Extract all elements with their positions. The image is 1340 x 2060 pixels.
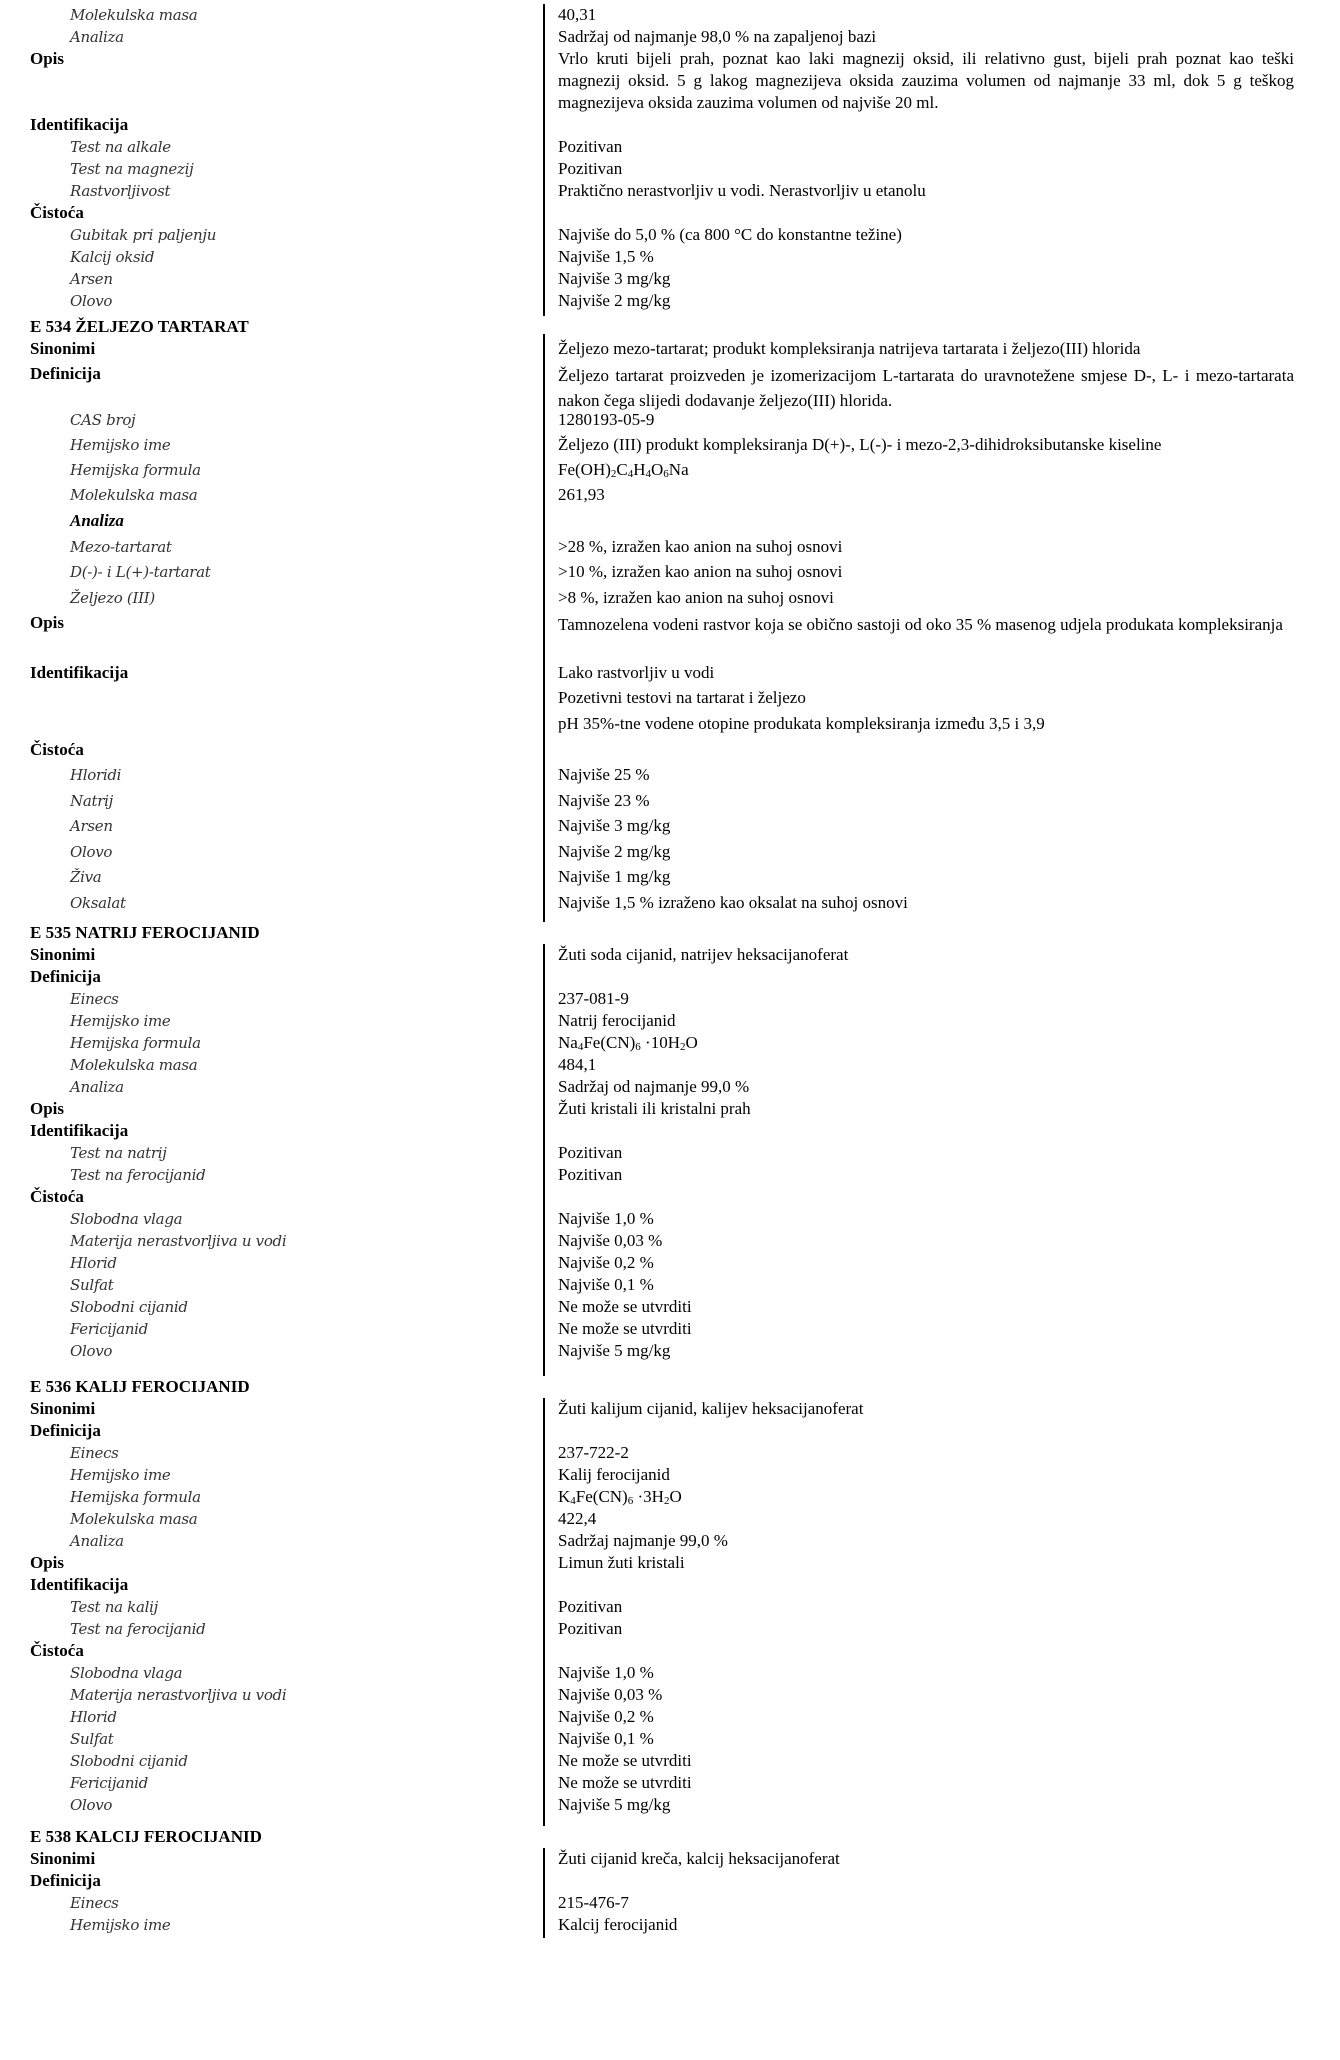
spec-value: Praktično nerastvorljiv u vodi. Nerastvorljiv u etanolu [558,181,926,200]
spec-value: Ne može se utvrditi [558,1773,692,1792]
spec-value: Najviše 0,03 % [558,1231,663,1250]
spec-row [0,1848,1340,1870]
spec-row [0,158,1340,180]
spec-value: Najviše 3 mg/kg [558,269,671,288]
section-title: E 536 KALIJ FEROCIJANID [30,1377,250,1396]
spec-label: Slobodna vlaga [70,1210,183,1228]
spec-value: Sadržaj od najmanje 98,0 % na zapaljenoj bazi [558,27,877,46]
spec-label: CAS broj [70,411,136,429]
spec-value: Najviše 0,1 % [558,1275,654,1294]
spec-value: Sadržaj najmanje 99,0 % [558,1531,728,1550]
spec-label: Fericijanid [70,1774,148,1792]
spec-label: Opis [30,49,65,68]
spec-row [0,1618,1340,1640]
spec-row [0,988,1340,1010]
spec-label: Slobodna vlaga [70,1664,183,1682]
spec-label: D(-)- i L(+)-tartarat [70,563,211,581]
spec-value: 1280193-05-9 [558,410,655,429]
spec-label: Test na alkale [70,138,171,156]
spec-row [0,1340,1340,1362]
spec-row [0,1464,1340,1486]
spec-value: 261,93 [558,485,605,504]
spec-value: Najviše 0,2 % [558,1253,654,1272]
spec-value: Najviše 23 % [558,791,650,810]
spec-label: Sinonimi [30,1849,96,1868]
spec-label: Hloridi [70,766,122,784]
spec-value: Sadržaj od najmanje 99,0 % [558,1077,750,1096]
spec-row [0,114,1340,136]
spec-row [0,1296,1340,1318]
spec-label: Materija nerastvorljiva u vodi [70,1232,287,1250]
spec-label: Hemijska formula [70,1034,201,1052]
spec-label: Arsen [70,817,113,835]
spec-label: Čistoća [30,1641,84,1660]
spec-label: Materija nerastvorljiva u vodi [70,1686,287,1704]
section-title: E 538 KALCIJ FEROCIJANID [30,1827,262,1846]
spec-row [0,739,1340,764]
spec-row [0,1552,1340,1574]
spec-row [0,1164,1340,1186]
spec-row [0,1662,1340,1684]
spec-label: Test na magnezij [70,160,194,178]
spec-row [0,246,1340,268]
spec-value: Najviše 3 mg/kg [558,816,671,835]
spec-value: Najviše 1 mg/kg [558,867,671,886]
spec-row [0,612,1340,662]
spec-row [0,1420,1340,1442]
spec-row [0,1010,1340,1032]
spec-value: Pozitivan [558,1143,623,1162]
spec-label: Olovo [70,1796,113,1814]
spec-value: Najviše 1,5 % [558,247,654,266]
spec-label: Definicija [30,1871,101,1890]
spec-value: $Fe(OH)_2C_4H_4O_6Na$ [558,460,689,480]
spec-value: $K_4Fe(CN)_6 \cdot 3H_2O$ [558,1487,682,1507]
spec-value: Pozitivan [558,1619,623,1638]
spec-row [0,1750,1340,1772]
spec-row [0,202,1340,224]
spec-row [0,587,1340,612]
spec-label: Identifikacija [30,1121,129,1140]
spec-value: Najviše 1,0 % [558,1209,654,1228]
spec-label: Oksalat [70,894,126,912]
spec-label: Opis [30,1099,65,1118]
spec-label: Sinonimi [30,945,96,964]
spec-row [0,764,1340,790]
spec-label: Gubitak pri paljenju [70,226,217,244]
spec-label: Slobodni cijanid [70,1298,188,1316]
spec-row [0,815,1340,841]
spec-label: Olovo [70,843,113,861]
spec-label: Analiza [70,1532,124,1550]
spec-label: Molekulska masa [70,1510,198,1528]
spec-value: Ne može se utvrditi [558,1751,692,1770]
spec-row [0,1508,1340,1530]
spec-value: Kalcij ferocijanid [558,1915,678,1934]
spec-label: Identifikacija [30,115,129,134]
spec-row [0,841,1340,866]
spec-row [0,1794,1340,1816]
spec-value: Najviše 0,2 % [558,1707,654,1726]
spec-value: Lako rastvorljiv u vodi [558,663,715,682]
spec-label: Hemijsko ime [70,1012,171,1030]
spec-label: Čistoća [30,203,84,222]
spec-row [0,1230,1340,1252]
spec-value: Limun žuti kristali [558,1553,685,1572]
spec-row [0,1684,1340,1706]
spec-label: Čistoća [30,1187,84,1206]
spec-label: Živa [70,868,102,886]
spec-label: Rastvorljivost [70,182,171,200]
spec-value: Ne može se utvrditi [558,1297,692,1316]
spec-value: 215-476-7 [558,1893,629,1912]
spec-label: Test na kalij [70,1598,158,1616]
spec-row [0,409,1340,434]
spec-row [0,1098,1340,1120]
spec-label: Hemijska formula [70,461,201,479]
spec-value: Žuti cijanid kreča, kalcij heksacijanoferat [558,1849,840,1868]
section-title: E 535 NATRIJ FEROCIJANID [30,923,260,942]
spec-row [0,4,1340,26]
spec-value: pH 35%-tne vodene otopine produkata kompleksiranja između 3,5 i 3,9 [558,714,1045,733]
spec-label: Fericijanid [70,1320,148,1338]
spec-row [0,1120,1340,1142]
spec-value: Pozitivan [558,1597,623,1616]
spec-row [0,1442,1340,1464]
spec-value: Najviše 2 mg/kg [558,291,671,310]
spec-row [0,713,1340,739]
spec-row [0,1208,1340,1230]
spec-label: Test na ferocijanid [70,1166,206,1184]
spec-value: Željezo tartarat proizveden je izomerizacijom L-tartarata do uravnotežene smjese D-, L- i mezo-tartarata nakon čega slijedi dodavanje željezo(III) hlorida. [558,366,1294,410]
spec-row [0,561,1340,587]
spec-row [0,1574,1340,1596]
spec-value: 484,1 [558,1055,597,1074]
spec-row [0,363,1340,409]
spec-label: Arsen [70,270,113,288]
spec-value: Željezo (III) produkt kompleksiranja D(+)-, L(-)- i mezo-2,3-dihidroksibutanske kiseline [558,435,1162,454]
spec-label: Hlorid [70,1708,117,1726]
spec-value: Žuti kristali ili kristalni prah [558,1099,751,1118]
spec-row [0,1318,1340,1340]
spec-row [0,662,1340,687]
spec-row [0,1640,1340,1662]
spec-label: Test na ferocijanid [70,1620,206,1638]
spec-row [0,136,1340,158]
spec-label: Einecs [70,1444,119,1462]
spec-label: Hlorid [70,1254,117,1272]
spec-label: Einecs [70,1894,119,1912]
spec-row [0,536,1340,561]
spec-row [0,687,1340,713]
spec-label: Einecs [70,990,119,1008]
spec-label: Hemijska formula [70,1488,201,1506]
spec-row [0,1870,1340,1892]
spec-row [0,26,1340,48]
spec-label: Molekulska masa [70,6,198,24]
spec-row [0,224,1340,246]
spec-row [0,180,1340,202]
spec-value: Najviše 0,03 % [558,1685,663,1704]
spec-label: Analiza [70,1078,124,1096]
spec-value: >10 %, izražen kao anion na suhoj osnovi [558,562,843,581]
spec-label: Opis [30,613,65,632]
spec-value: Željezo mezo-tartarat; produkt kompleksiranja natrijeva tartarata i željezo(III) hlorida [558,339,1141,358]
spec-label: Test na natrij [70,1144,167,1162]
spec-label: Definicija [30,967,101,986]
spec-row [0,1530,1340,1552]
section-title: E 534 ŽELJEZO TARTARAT [30,317,249,336]
spec-row [0,510,1340,536]
spec-value: Najviše 25 % [558,765,650,784]
spec-row [0,484,1340,510]
spec-row [0,1486,1340,1508]
spec-value: Ne može se utvrditi [558,1319,692,1338]
spec-row [0,1186,1340,1208]
spec-label: Olovo [70,292,113,310]
spec-label: Opis [30,1553,65,1572]
spec-row [0,1596,1340,1618]
spec-value: Najviše 5 mg/kg [558,1341,671,1360]
spec-row [0,1398,1340,1420]
spec-label: Hemijsko ime [70,1466,171,1484]
spec-row [0,1914,1340,1936]
spec-label: Kalcij oksid [70,248,155,266]
spec-row [0,434,1340,459]
spec-value: Tamnozelena vodeni rastvor koja se obično sastoji od oko 35 % masenog udjela produkata kompleksiranja [558,615,1283,634]
spec-label: Hemijsko ime [70,1916,171,1934]
spec-row [0,1772,1340,1794]
spec-label: Analiza [70,511,124,530]
spec-row [0,1728,1340,1750]
spec-label: Mezo-tartarat [70,538,172,556]
spec-row [0,1054,1340,1076]
spec-value: Vrlo kruti bijeli prah, poznat kao laki magnezij oksid, ili relativno gust, bijeli prah poznat kao teški magnezij oksid. 5 g lakog magnezijeva oksida zauzima volumen od najmanje 33 ml, dok 5 g teškog magnezijeva oksida zauzima volumen od najviše 20 ml. [558,49,1294,112]
spec-label: Sinonimi [30,339,96,358]
spec-value: Najviše 1,5 % izraženo kao oksalat na suhoj osnovi [558,893,908,912]
spec-row [0,1274,1340,1296]
spec-value: Pozitivan [558,137,623,156]
spec-label: Molekulska masa [70,1056,198,1074]
spec-value: Natrij ferocijanid [558,1011,676,1030]
spec-row [0,1032,1340,1054]
spec-label: Definicija [30,1421,101,1440]
spec-value: Kalij ferocijanid [558,1465,670,1484]
spec-label: Hemijsko ime [70,436,171,454]
spec-label: Sinonimi [30,1399,96,1418]
spec-label: Sulfat [70,1276,114,1294]
spec-label: Slobodni cijanid [70,1752,188,1770]
spec-row [0,790,1340,815]
spec-value: Najviše 1,0 % [558,1663,654,1682]
spec-label: Identifikacija [30,1575,129,1594]
spec-row [0,1076,1340,1098]
spec-value: 237-722-2 [558,1443,629,1462]
spec-row [0,1142,1340,1164]
spec-row [0,290,1340,312]
spec-label: Natrij [70,792,113,810]
spec-value: Najviše 5 mg/kg [558,1795,671,1814]
spec-label: Čistoća [30,740,84,759]
spec-value: 237-081-9 [558,989,629,1008]
spec-value: $Na_4Fe(CN)_6 \cdot 10H_2O$ [558,1033,698,1053]
spec-label: Sulfat [70,1730,114,1748]
spec-value: Pozitivan [558,1165,623,1184]
spec-row [0,866,1340,892]
spec-row [0,459,1340,484]
spec-value: >8 %, izražen kao anion na suhoj osnovi [558,588,834,607]
spec-label: Molekulska masa [70,486,198,504]
spec-label: Analiza [70,28,124,46]
spec-row [0,48,1340,114]
spec-label: Olovo [70,1342,113,1360]
spec-value: Žuti kalijum cijanid, kalijev heksacijanoferat [558,1399,864,1418]
spec-value: Najviše do 5,0 % (ca 800 °C do konstantne težine) [558,225,902,244]
spec-row [0,944,1340,966]
spec-row [0,892,1340,917]
spec-label: Identifikacija [30,663,129,682]
spec-row [0,1892,1340,1914]
spec-row [0,1706,1340,1728]
spec-row [0,1252,1340,1274]
spec-value: Najviše 0,1 % [558,1729,654,1748]
spec-value: Žuti soda cijanid, natrijev heksacijanoferat [558,945,849,964]
spec-value: >28 %, izražen kao anion na suhoj osnovi [558,537,843,556]
spec-value: Najviše 2 mg/kg [558,842,671,861]
spec-label: Željezo (III) [70,589,155,607]
spec-value: Pozitivan [558,159,623,178]
spec-label: Definicija [30,364,101,383]
spec-row [0,268,1340,290]
spec-value: Pozetivni testovi na tartarat i željezo [558,688,806,707]
spec-value: 40,31 [558,5,597,24]
spec-row [0,966,1340,988]
spec-row [0,338,1340,363]
spec-value: 422,4 [558,1509,597,1528]
